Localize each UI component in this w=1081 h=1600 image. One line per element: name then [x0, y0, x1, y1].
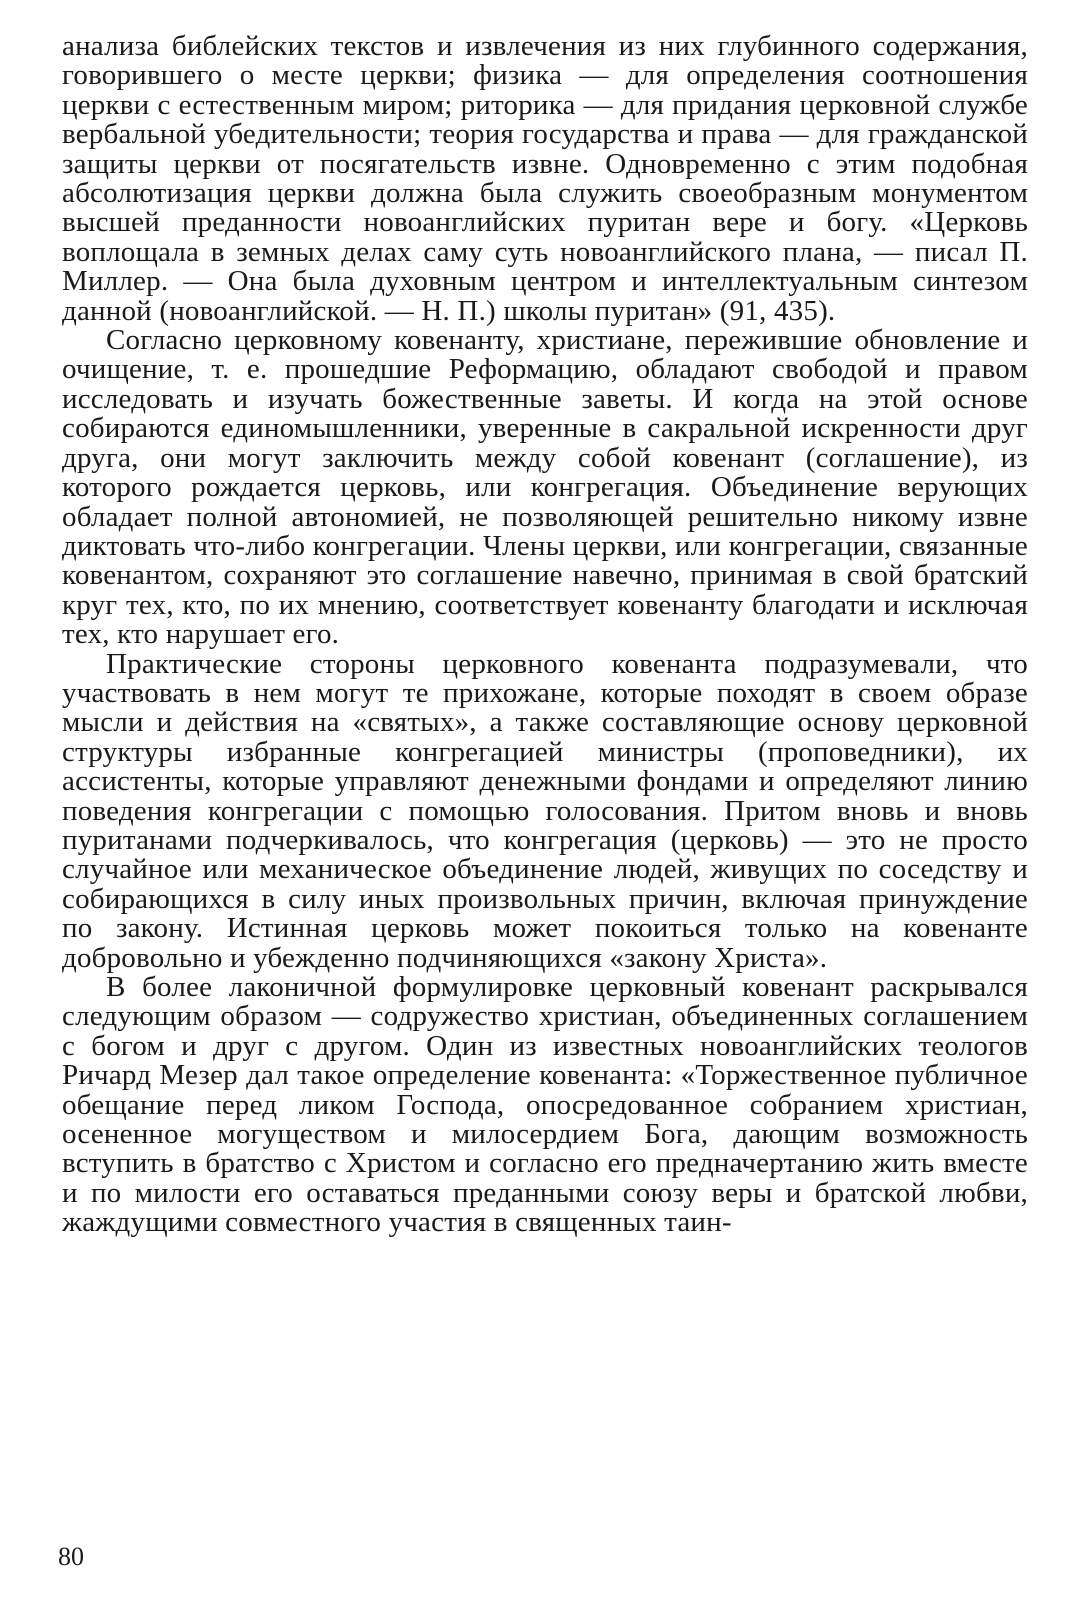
paragraph-1: анализа библейских текстов и извлечения из них глубинного содержания, говорившего о месте церкви; физика — для определения соотношения церкви с естественным миром; риторика — для придания церковной службе вербальной убедительности; теория государства и права — для гражданской защиты церкви от посягательств извне. Одновременно с этим подобная абсолютизация церкви должна была служить своеобразным монументом высшей преданности новоанглийских пуритан вере и богу. «Церковь воплощала в земных делах саму суть новоанглийского плана, — писал П. Миллер. — Она была духовным центром и интеллектуальным синтезом данной (новоанглийской. — Н. П.) школы пуритан» (91, 435).: [62, 30, 1028, 327]
paragraph-4: В более лаконичной формулировке церковный ковенант раскрывался следующим образом — содружество христиан, объединенных соглашением с богом и друг с другом. Один из известных новоанглийских теологов Ричард Мезер дал такое определение ковенанта: «Торжественное публичное обещание перед ликом Господа, опосредованное собранием христиан, осененное могуществом и милосердием Бога, дающим возможность вступить в братство с Христом и согласно его предначертанию жить вместе и по милости его оставаться преданными союзу веры и братской любви, жаждущими совместного участия в священных таин-: [62, 971, 1028, 1239]
page-number: 80: [58, 1542, 84, 1571]
paragraph-2: Согласно церковному ковенанту, христиане, пережившие обновление и очищение, т. е. прошедшие Реформацию, обладают свободой и правом исследовать и изучать божественные заветы. И когда на этой основе собираются единомышленники, уверенные в сакральной искренности друг друга, они могут заключить между собой ковенант (соглашение), из которого рождается церковь, или конгрегация. Объединение верующих обладает полной автономией, не позволяющей решительно никому извне диктовать что-либо конгрегации. Члены церкви, или конгрегации, связанные ковенантом, сохраняют это соглашение навечно, принимая в свой братский круг тех, кто, по их мнению, соответствует ковенанту благодати и исключая тех, кто нарушает его.: [62, 324, 1028, 651]
paragraph-3: Практические стороны церковного ковенанта подразумевали, что участвовать в нем могут те прихожане, которые походят в своем образе мысли и действия на «святых», а также составляющие основу церковной структуры избранные конгрегацией министры (проповедники), их ассистенты, которые управляют денежными фондами и определяют линию поведения конгрегации с помощью голосования. Притом вновь и вновь пуританами подчеркивалось, что конгрегация (церковь) — это не просто случайное или механическое объединение людей, живущих по соседству и собирающихся в силу иных произвольных причин, включая принуждение по закону. Истинная церковь может покоиться только на ковенанте добровольно и убежденно подчиняющихся «закону Христа».: [62, 647, 1028, 974]
page-body: [62, 32, 1028, 1238]
